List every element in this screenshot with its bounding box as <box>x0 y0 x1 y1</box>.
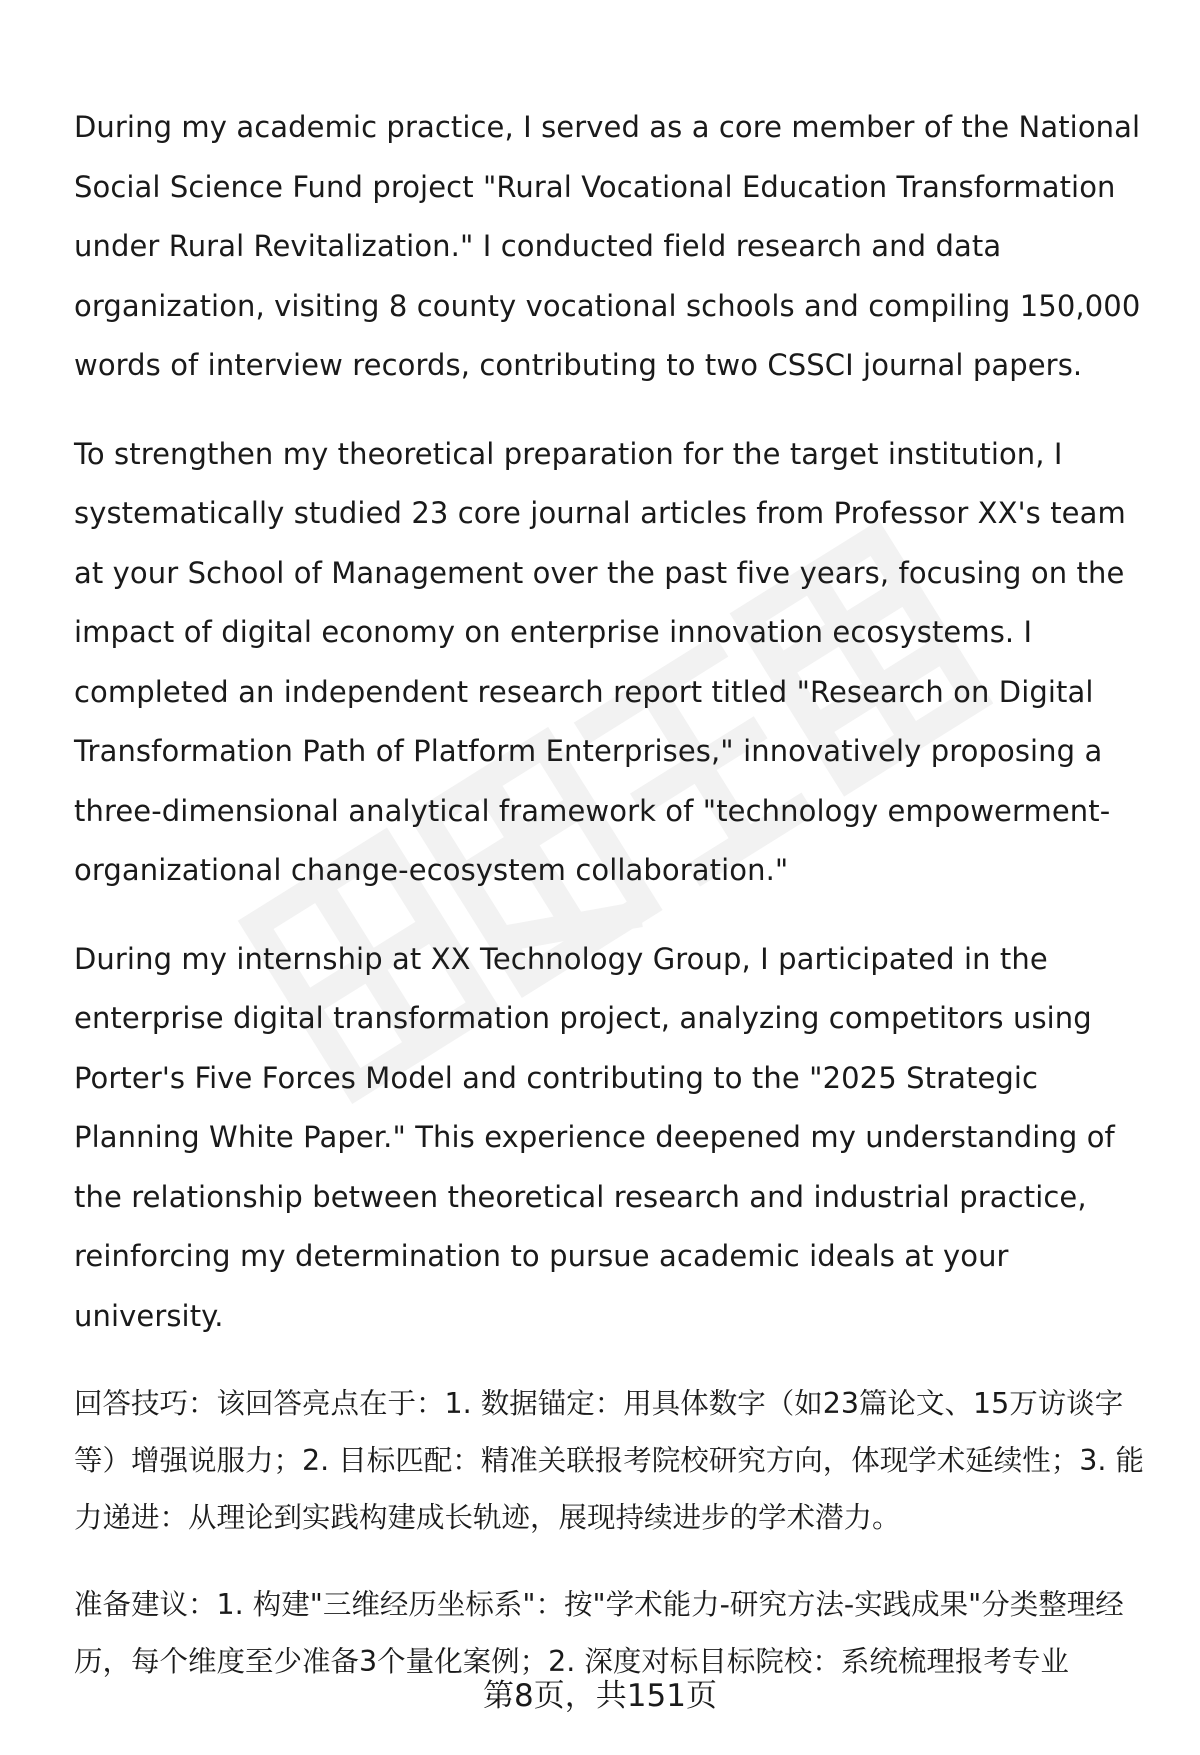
answer-tips: 回答技巧：该回答亮点在于：1. 数据锚定：用具体数字（如23篇论文、15万访谈字等）增强说服力；2. 目标匹配：精准关联报考院校研究方向，体现学术延续性；3. 能力递进：从理论到实践构建成长轨迹，展现持续进步的学术潜力。 <box>74 1387 1145 1534</box>
paragraph-internship: During my internship at XX Technology Group, I participated in the enterprise digital transformation project, analyzing competitors using Porter's Five Forces Model and contributing to the "2025 Strategic Planning White Paper." This experience deepened my understanding of the relationship between theoretical research and industrial practice, reinforcing my determination to pursue academic ideals at your university. <box>74 941 1115 1333</box>
paragraph-academic-practice: During my academic practice, I served as a core member of the National Social Science Fund project "Rural Vocational Education Transformation under Rural Revitalization." I conducted field research and data organization, visiting 8 county vocational schools and compiling 150,000 words of interview records, contributing to two CSSCI journal papers. <box>74 110 1141 382</box>
document-body <box>74 98 1164 1720</box>
page-number: 第8页，共151页 <box>483 1678 717 1714</box>
preparation-suggestion: 准备建议：1. 构建"三维经历坐标系"：按"学术能力-研究方法-实践成果"分类整理经历，每个维度至少准备3个量化案例；2. 深度对标目标院校：系统梳理报考专业 <box>74 1588 1124 1678</box>
paragraph-theoretical-preparation: To strengthen my theoretical preparation for the target institution, I systematically studied 23 core journal articles from Professor XX's team at your School of Management over the past five years, focusing on the impact of digital economy on enterprise innovation ecosystems. I completed an independent research report titled "Research on Digital Transformation Path of Platform Enterprises," innovatively proposing a three-dimensional analytical framework of "technology empowerment-organizational change-ecosystem collaboration." <box>74 436 1126 887</box>
